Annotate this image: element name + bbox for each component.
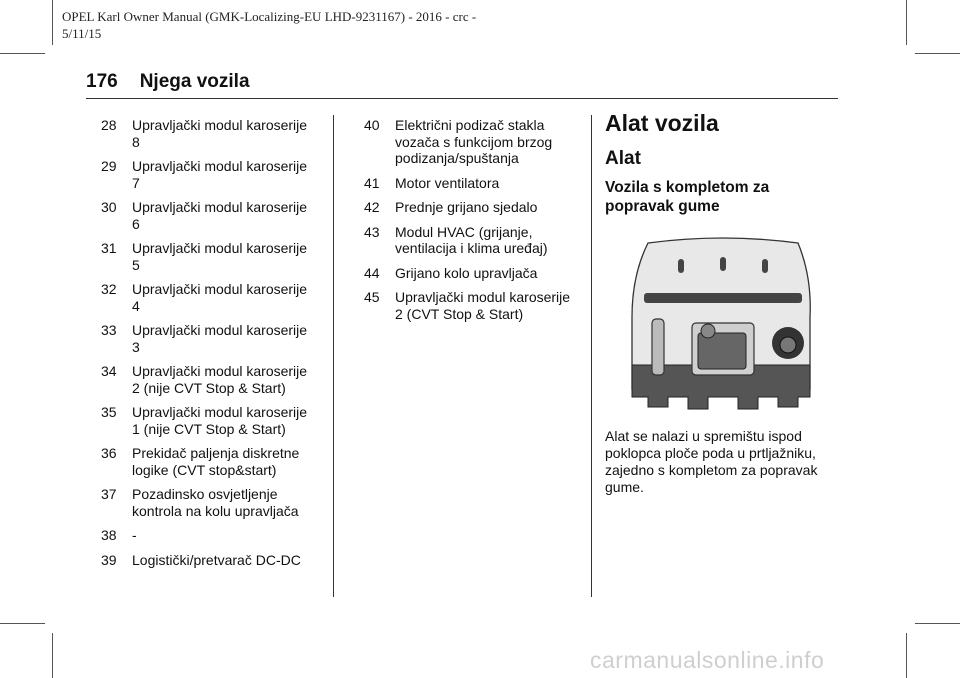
fuse-list-col2 [364, 117, 574, 330]
list-item [101, 486, 316, 519]
crop-mark [906, 633, 907, 678]
crop-mark [915, 623, 960, 624]
tool-storage-illustration [628, 237, 818, 413]
item-text: Pozadinsko osvjetljenje kontrola na kolu upravljača [132, 486, 299, 519]
section-title: Njega vozila [139, 71, 250, 92]
crop-mark [52, 633, 53, 678]
item-number: 42 [364, 199, 380, 215]
print-meta [62, 8, 476, 42]
item-number: 30 [101, 199, 117, 215]
crop-mark [52, 0, 53, 45]
page-number: 176 [86, 71, 118, 92]
list-item [101, 199, 316, 232]
item-number: 41 [364, 174, 380, 191]
heading-repair-kit: Vozila s kompletom za popravak gume [605, 179, 770, 215]
list-item [101, 117, 316, 150]
list-item [101, 527, 316, 544]
list-item [364, 265, 574, 282]
crop-mark [906, 0, 907, 45]
item-text: Upravljački modul karoserije 1 (nije CVT Stop & Start) [132, 404, 308, 437]
item-text: Modul HVAC (grijanje, ventilacija i klima uređaj) [395, 223, 548, 256]
item-text: Upravljački modul karoserije 2 (CVT Stop & Start) [395, 289, 571, 322]
item-number: 45 [364, 289, 380, 305]
item-number: 29 [101, 158, 117, 174]
item-number: 28 [101, 117, 117, 133]
item-text: Upravljački modul karoserije 3 [132, 322, 308, 355]
list-item [101, 445, 316, 478]
list-item [364, 175, 574, 192]
crop-mark [0, 53, 45, 54]
item-text: Upravljački modul karoserije 7 [132, 158, 308, 191]
crop-mark [0, 623, 45, 624]
item-text: Električni podizač stakla vozača s funkcijom brzog podizanja/spuštanja [395, 117, 553, 166]
item-text: - [132, 527, 137, 543]
list-item [364, 224, 574, 257]
print-meta-line2: 5/11/15 [62, 26, 102, 41]
list-item [101, 158, 316, 191]
caption-text: Alat se nalazi u spremištu ispod poklopca ploče poda u prtljažniku, zajedno s kompletom za popravak gume. [605, 428, 818, 495]
item-text: Prekidač paljenja diskretne logike (CVT stop&start) [132, 445, 300, 478]
list-item [101, 240, 316, 273]
item-text: Upravljački modul karoserije 6 [132, 199, 308, 232]
fuse-list-col1 [101, 117, 316, 576]
column-divider [591, 115, 592, 597]
item-number: 32 [101, 281, 117, 297]
column-divider [333, 115, 334, 597]
item-number: 36 [101, 445, 117, 461]
item-text: Upravljački modul karoserije 8 [132, 117, 308, 150]
list-item [101, 404, 316, 437]
crop-mark [915, 53, 960, 54]
item-text: Upravljački modul karoserije 5 [132, 240, 308, 273]
list-item [364, 117, 574, 167]
list-item [101, 363, 316, 396]
list-item [101, 281, 316, 314]
item-text: Grijano kolo upravljača [395, 264, 538, 281]
item-number: 34 [101, 363, 117, 379]
item-number: 38 [101, 527, 117, 543]
item-text: Prednje grijano sjedalo [395, 199, 538, 215]
item-number: 35 [101, 404, 117, 420]
item-number: 31 [101, 240, 117, 256]
list-item [364, 199, 574, 216]
header-rule [86, 98, 838, 99]
item-number: 33 [101, 322, 117, 338]
item-number: 40 [364, 117, 380, 133]
print-meta-line1: OPEL Karl Owner Manual (GMK-Localizing-EU LHD-9231167) - 2016 - crc - [62, 9, 477, 24]
item-number: 39 [101, 551, 117, 568]
heading-tools: Alat [605, 148, 641, 169]
item-number: 43 [364, 223, 380, 240]
item-text: Upravljački modul karoserije 4 [132, 281, 308, 314]
item-number: 44 [364, 264, 380, 281]
item-text: Logistički/pretvarač DC-DC [132, 551, 301, 568]
page-header [86, 71, 250, 93]
heading-vehicle-tools: Alat vozila [605, 110, 719, 136]
list-item [364, 289, 574, 322]
list-item [101, 552, 316, 569]
item-text: Motor ventilatora [395, 174, 500, 191]
item-text: Upravljački modul karoserije 2 (nije CVT Stop & Start) [132, 363, 308, 396]
item-number: 37 [101, 486, 117, 502]
list-item [101, 322, 316, 355]
watermark: carmanualsonline.info [590, 647, 825, 673]
